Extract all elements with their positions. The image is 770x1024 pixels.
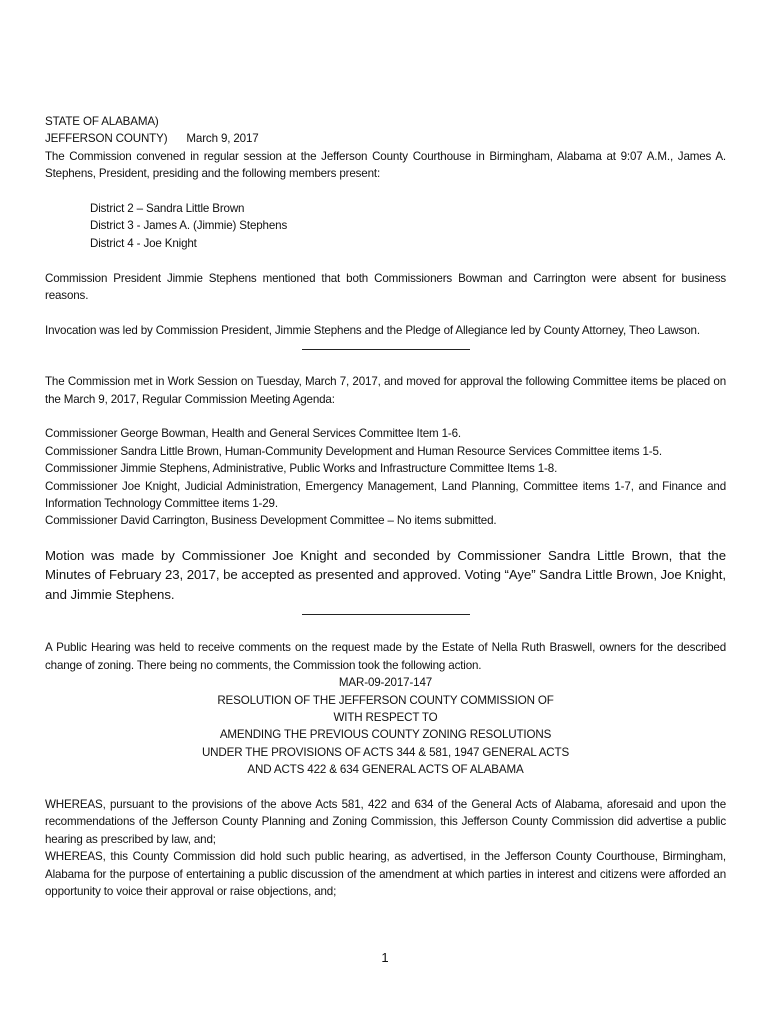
separator-line <box>45 604 726 622</box>
resolution-number: MAR-09-2017-147 <box>338 676 433 690</box>
intro-paragraph: The Commission convened in regular session at the Jefferson County Courthouse in Birmingham, Alabama at 9:07 A.M., James A. Stephens, President, presiding and the following members present: <box>45 149 726 181</box>
resolution-title-line: RESOLUTION OF THE JEFFERSON COUNTY COMMISSION OF <box>217 693 554 707</box>
county-date-line <box>45 130 726 147</box>
separator-line <box>45 339 726 357</box>
committee-item: Commissioner George Bowman, Health and General Services Committee Item 1-6. <box>45 427 461 441</box>
resolution-title-line: WITH RESPECT TO <box>333 711 438 724</box>
resolution-title-line: AND ACTS 422 & 634 GENERAL ACTS OF ALABAMA <box>247 763 524 777</box>
whereas-paragraph: WHEREAS, this County Commission did hold such public hearing, as advertised, in the Jefferson County Courthouse, Birmingham, Alabama for the purpose of entertaining a public discussion of the amendment at which parties in interest and citizens were afforded an opportunity to voice their approval or raise objections, and; <box>45 850 726 899</box>
absent-note-paragraph: Commission President Jimmie Stephens mentioned that both Commissioners Bowman and Carrington were absent for business reasons. <box>45 271 726 303</box>
resolution-title-line: AMENDING THE PREVIOUS COUNTY ZONING RESOLUTIONS <box>219 728 552 742</box>
committee-item: Commissioner Jimmie Stephens, Administrative, Public Works and Infrastructure Committee Items 1-8. <box>45 462 558 476</box>
committee-item: Commissioner David Carrington, Business Development Committee – No items submitted. <box>45 514 497 528</box>
invocation-paragraph: Invocation was led by Commission President, Jimmie Stephens and the Pledge of Allegiance led by County Attorney, Theo Lawson. <box>45 323 700 337</box>
document-body <box>45 113 726 900</box>
district-item: District 2 – Sandra Little Brown <box>90 202 245 216</box>
resolution-title-line: UNDER THE PROVISIONS OF ACTS 344 & 581, 1947 GENERAL ACTS <box>201 745 570 759</box>
county-line: JEFFERSON COUNTY) <box>45 132 168 146</box>
state-line: STATE OF ALABAMA) <box>45 115 159 128</box>
whereas-paragraph: WHEREAS, pursuant to the provisions of the above Acts 581, 422 and 634 of the General Acts of Alabama, aforesaid and upon the recommendations of the Jefferson County Planning and Zoning Commission, this Jefferson County Commission did advertise a public hearing as prescribed by law, and; <box>45 798 726 846</box>
district-item: District 4 - Joe Knight <box>90 236 197 250</box>
committee-item: Commissioner Joe Knight, Judicial Administration, Emergency Management, Land Planning, Committee items 1-7, and Finance and Information Technology Committee items 1-29. <box>45 479 726 511</box>
meeting-date: March 9, 2017 <box>186 132 259 146</box>
motion-paragraph: Motion was made by Commissioner Joe Knight and seconded by Commissioner Sandra Little Brown, that the Minutes of February 23, 2017, be accepted as presented and approved. Voting “Aye” Sandra Little Brown, Joe Knight, and Jimmie Stephens. <box>45 547 726 602</box>
public-hearing-paragraph: A Public Hearing was held to receive comments on the request made by the Estate of Nella Ruth Braswell, owners for the described change of zoning. There being no comments, the Commission took the following action. <box>45 641 726 672</box>
committee-item: Commissioner Sandra Little Brown, Human-Community Development and Human Resource Services Committee items 1-5. <box>45 444 662 458</box>
district-item: District 3 - James A. (Jimmie) Stephens <box>90 219 288 233</box>
work-session-paragraph: The Commission met in Work Session on Tuesday, March 7, 2017, and moved for approval the following Committee items be placed on the March 9, 2017, Regular Commission Meeting Agenda: <box>45 375 726 406</box>
page-number: 1 <box>381 950 389 965</box>
